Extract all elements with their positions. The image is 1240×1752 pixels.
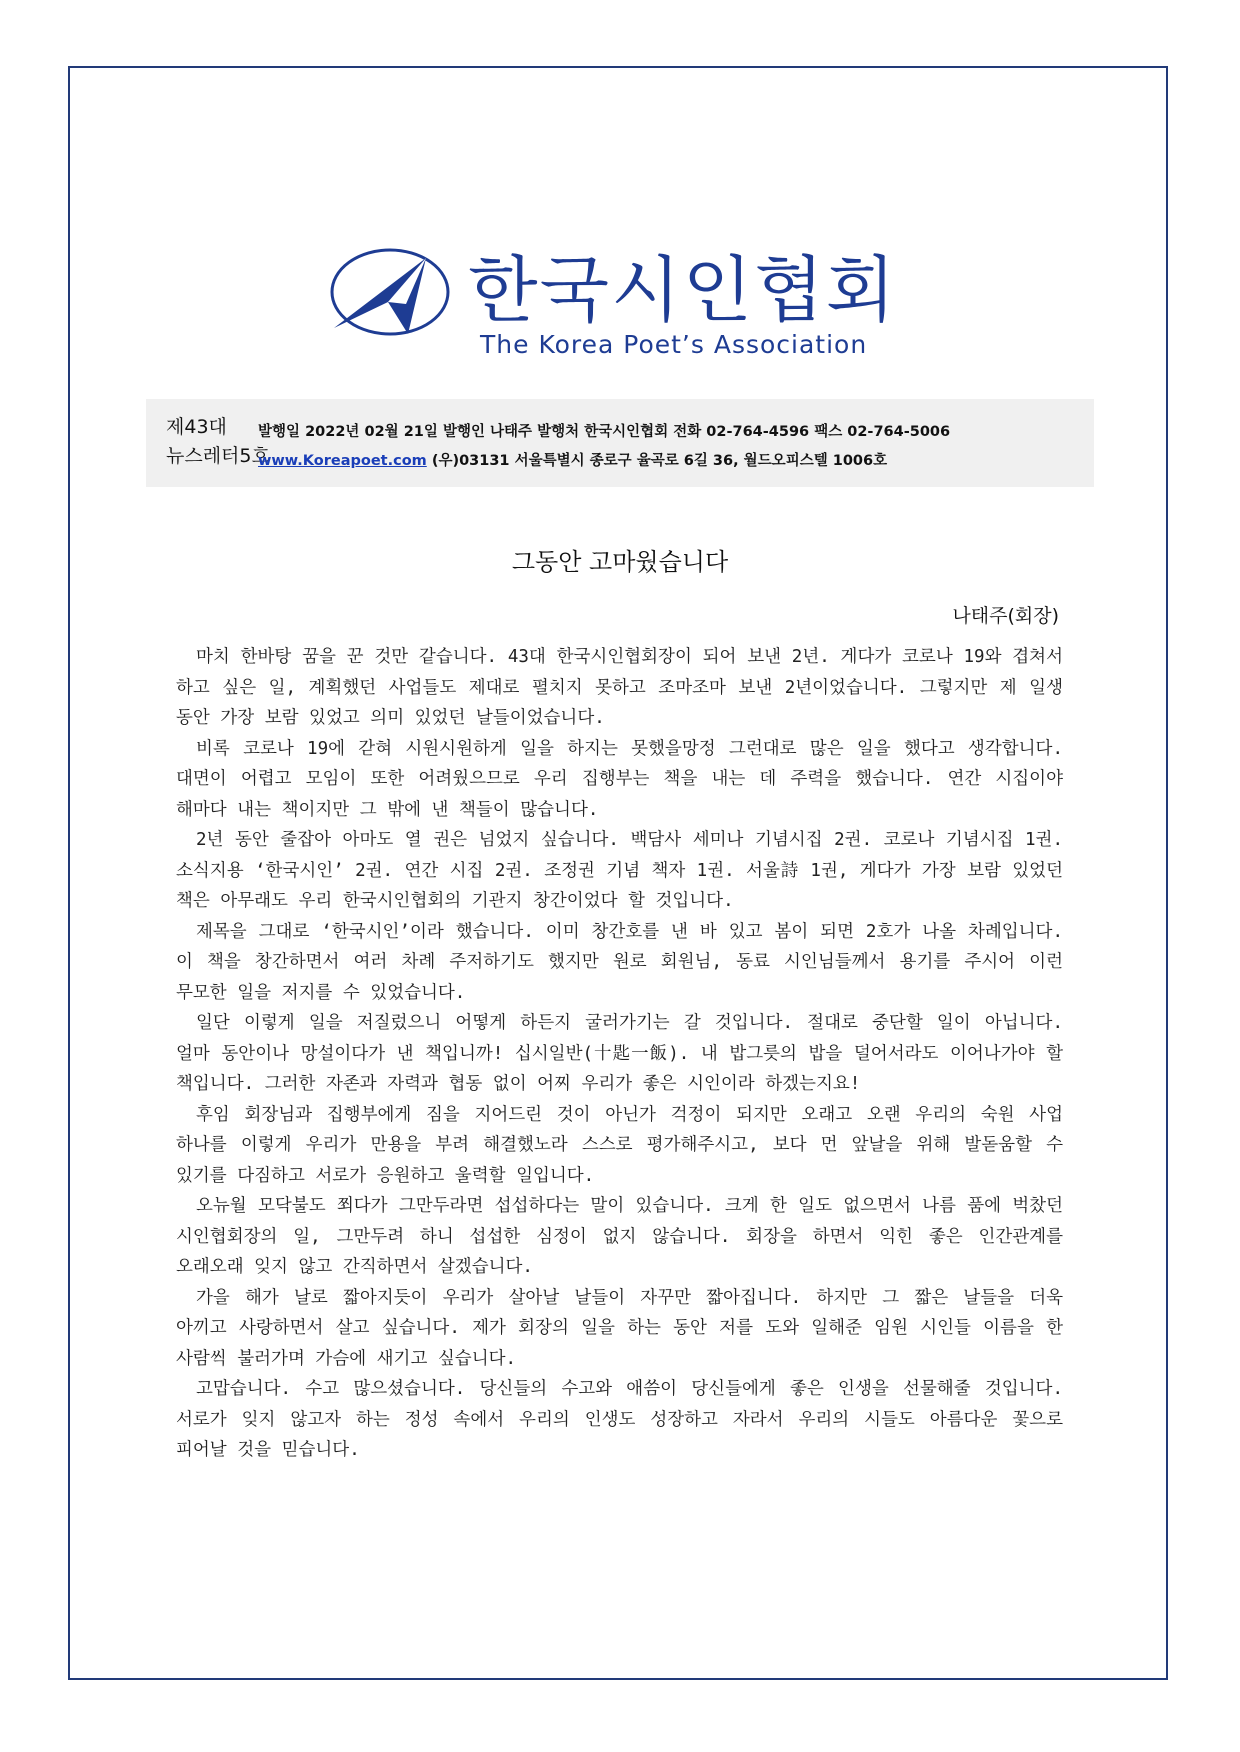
logo-emblem-icon	[328, 242, 458, 342]
logo-english-name: The Korea Poet’s Association	[480, 330, 868, 359]
edition-label: 제43대	[166, 416, 227, 438]
article-paragraph: 오뉴월 모닥불도 쬐다가 그만두라면 섭섭하다는 말이 있습니다. 크게 한 일도 없으면서 나름 품에 벅찼던 시인협회장의 일, 그만두려 하니 섭섭한 심정이 없지 않습니다. 회장을 하면서 익힌 좋은 인간관계를 오래오래 잊지 않고 간직하면서 살겠습니다.	[176, 1196, 1063, 1277]
newsletter-masthead	[146, 399, 1094, 487]
association-logo	[328, 232, 908, 362]
logo-korean-name: 한국시인협회	[468, 248, 898, 332]
website-link[interactable]: www.Koreapoet.com	[258, 453, 427, 469]
publication-info: 발행일 2022년 02월 21일 발행인 나태주 발행처 한국시인협회 전화 02-764-4596 팩스 02-764-5006	[258, 424, 951, 440]
newsletter-number: 뉴스레터5호	[166, 445, 270, 467]
article-paragraph: 마치 한바탕 꿈을 꾼 것만 같습니다. 43대 한국시인협회장이 되어 보낸 2년. 게다가 코로나 19와 겹쳐서 하고 싶은 일, 계획했던 사업들도 제대로 펼치지 못하고 조마조마 보낸 2년이었습니다. 그렇지만 제 일생 동안 가장 보람 있었고 의미 있었던 날들이었습니다.	[176, 647, 1063, 728]
article-title: 그동안 고마웠습니다	[511, 548, 729, 576]
article-paragraph: 고맙습니다. 수고 많으셨습니다. 당신들의 수고와 애씀이 당신들에게 좋은 인생을 선물해줄 것입니다. 서로가 잊지 않고자 하는 정성 속에서 우리의 인생도 성장하고 자라서 우리의 시들도 아름다운 꽃으로 피어날 것을 믿습니다.	[176, 1379, 1063, 1460]
contact-line	[258, 449, 887, 470]
article-paragraph: 일단 이렇게 일을 저질렀으니 어떻게 하든지 굴러가기는 갈 것입니다. 절대로 중단할 일이 아닙니다. 얼마 동안이나 망설이다가 낸 책입니까! 십시일반(十匙一飯). 내 밥그릇의 밥을 덜어서라도 이어나가야 할 책입니다. 그러한 자존과 자력과 협동 없이 어찌 우리가 좋은 시인이라 하겠는지요!	[176, 1013, 1063, 1094]
article-paragraph: 비록 코로나 19에 갇혀 시원시원하게 일을 하지는 못했을망정 그런대로 많은 일을 했다고 생각합니다. 대면이 어렵고 모임이 또한 어려웠으므로 우리 집행부는 책을 내는 데 주력을 했습니다. 연간 시집이야 해마다 내는 책이지만 그 밖에 낸 책들이 많습니다.	[176, 738, 1063, 820]
masthead-issue-block	[166, 413, 270, 471]
article-author: 나태주(회장)	[952, 605, 1059, 627]
article-paragraph: 후임 회장님과 집행부에게 짐을 지어드린 것이 아닌가 걱정이 되지만 오래고 오랜 우리의 숙원 사업 하나를 이렇게 우리가 만용을 부려 해결했노라 스스로 평가해주시고, 보다 먼 앞날을 위해 발돋움할 수 있기를 다짐하고 서로가 응원하고 울력할 일입니다.	[176, 1104, 1063, 1186]
article-body	[176, 642, 1063, 1466]
postal-address: (우)03131 서울특별시 종로구 율곡로 6길 36, 월드오피스텔 1006호	[426, 453, 888, 469]
article-paragraph: 가을 해가 날로 짧아지듯이 우리가 살아날 날들이 자꾸만 짧아집니다. 하지만 그 짧은 날들을 더욱 아끼고 사랑하면서 살고 싶습니다. 제가 회장의 일을 하는 동안 저를 도와 일해준 임원 시인들 이름을 한 사람씩 불러가며 가슴에 새기고 싶습니다.	[176, 1287, 1063, 1369]
article-paragraph: 2년 동안 줄잡아 아마도 열 권은 넘었지 싶습니다. 백담사 세미나 기념시집 2권. 코로나 기념시집 1권. 소식지용 ‘한국시인’ 2권. 연간 시집 2권. 조정권 기념 책자 1권. 서울詩 1권, 게다가 가장 보람 있었던 책은 아무래도 우리 한국시인협회의 기관지 창간이었다 할 것입니다.	[176, 830, 1063, 911]
article-paragraph: 제목을 그대로 ‘한국시인’이라 했습니다. 이미 창간호를 낸 바 있고 봄이 되면 2호가 나올 차례입니다. 이 책을 창간하면서 여러 차례 주저하기도 했지만 원로 회원님, 동료 시인님들께서 용기를 주시어 이런 무모한 일을 저지를 수 있었습니다.	[176, 921, 1063, 1003]
